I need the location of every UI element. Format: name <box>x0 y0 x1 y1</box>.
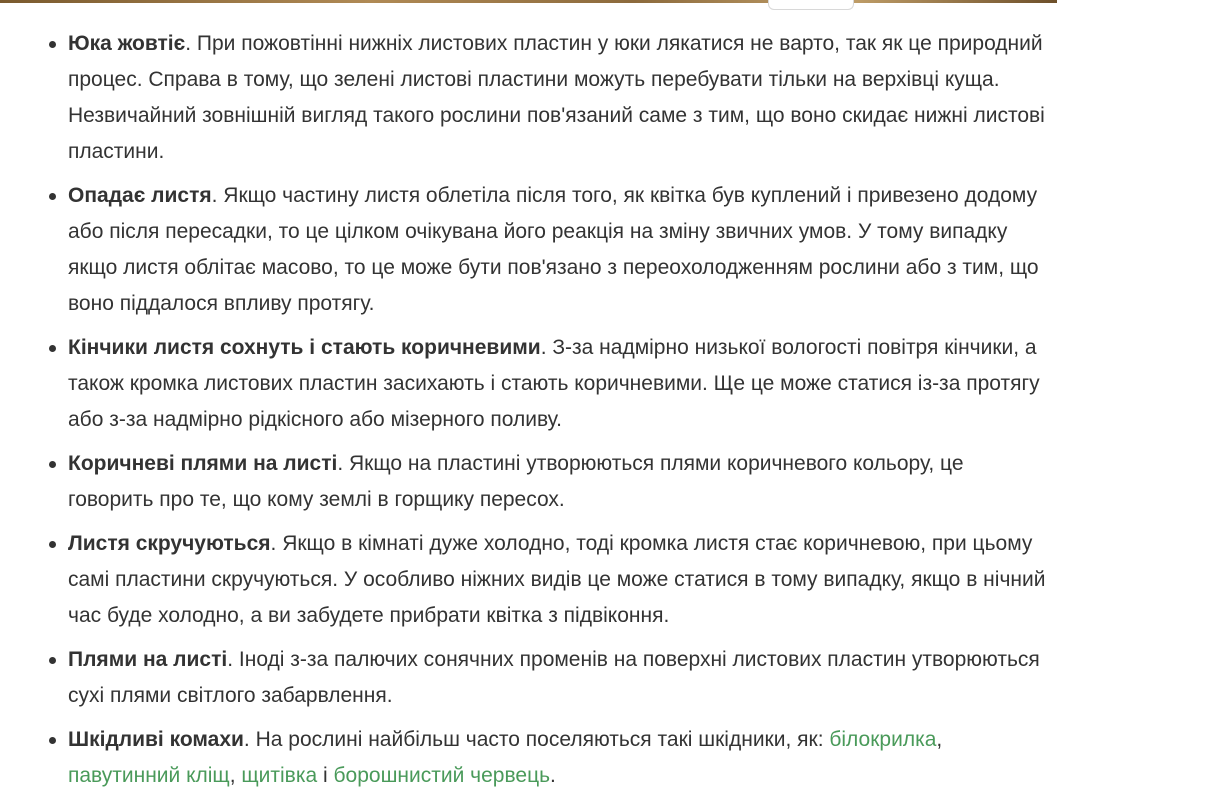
article-content <box>0 26 1057 799</box>
item-text: . Якщо частину листя облетіла після того, як квітка був куплений і привезено додому або після пересадки, то це цілком очікувана його реакція на зміну звичних умов. У тому випадку якщо листя облітає масово, то це може бути пов'язано з переохолодженням рослини або з тим, що воно піддалося впливу протягу. <box>68 184 1039 315</box>
link-scale-insect[interactable]: щитівка <box>241 764 318 787</box>
list-item <box>68 330 1057 438</box>
item-text: . Іноді з-за палючих сонячних променів на поверхні листових пластин утворюються сухі плями світлого забарвлення. <box>68 648 1040 707</box>
item-term: Кінчики листя сохнуть і стають коричневими <box>68 336 541 359</box>
problems-list <box>0 26 1057 794</box>
article-image-bottom-edge <box>0 0 1057 3</box>
item-term: Листя скручуються <box>68 532 271 555</box>
list-item <box>68 446 1057 518</box>
link-whitefly[interactable]: білокрилка <box>829 728 937 751</box>
item-term: Юка жовтіє <box>68 32 186 55</box>
list-item <box>68 26 1057 170</box>
separator: , <box>936 728 943 751</box>
item-text: . З-за надмірно низької вологості повітря кінчики, а також кромка листових пластин засихають і стають коричневими. Ще це може статися із-за протягу або з-за надмірно рідкісного або мізерного поливу. <box>68 336 1040 431</box>
item-term: Плями на листі <box>68 648 228 671</box>
item-term: Шкідливі комахи <box>68 728 244 751</box>
item-text: . При пожовтінні нижніх листових пластин у юки лякатися не варто, так як це природний процес. Справа в тому, що зелені листові пластини можуть перебувати тільки на верхівці куща. Незвичайний зовнішній вигляд такого рослини пов'язаний саме з тим, що воно скидає нижні листові пластини. <box>68 32 1045 163</box>
list-item <box>68 642 1057 714</box>
separator: , <box>229 764 242 787</box>
link-mealybug[interactable]: борошнистий червець <box>333 764 551 787</box>
item-term: Опадає листя <box>68 184 212 207</box>
list-item <box>68 526 1057 634</box>
item-text: . Якщо на пластині утворюються плями коричневого кольору, це говорить про те, що кому землі в горщику пересох. <box>68 452 964 511</box>
list-item <box>68 178 1057 322</box>
separator: і <box>317 764 334 787</box>
image-gallery-button[interactable] <box>768 0 854 10</box>
link-spider-mite[interactable]: павутинний кліщ <box>68 764 230 787</box>
end-punctuation: . <box>550 764 556 787</box>
item-term: Коричневі плями на листі <box>68 452 338 475</box>
item-text: . На рослині найбільш часто поселяються такі шкідники, як: <box>243 728 830 751</box>
list-item-pests <box>68 722 1057 794</box>
item-text: . Якщо в кімнаті дуже холодно, тоді кромка листя стає коричневою, при цьому самі пластини скручуються. У особливо ніжних видів це може статися в тому випадку, якщо в нічний час буде холодно, а ви забудете прибрати квітка з підвіконня. <box>68 532 1046 627</box>
